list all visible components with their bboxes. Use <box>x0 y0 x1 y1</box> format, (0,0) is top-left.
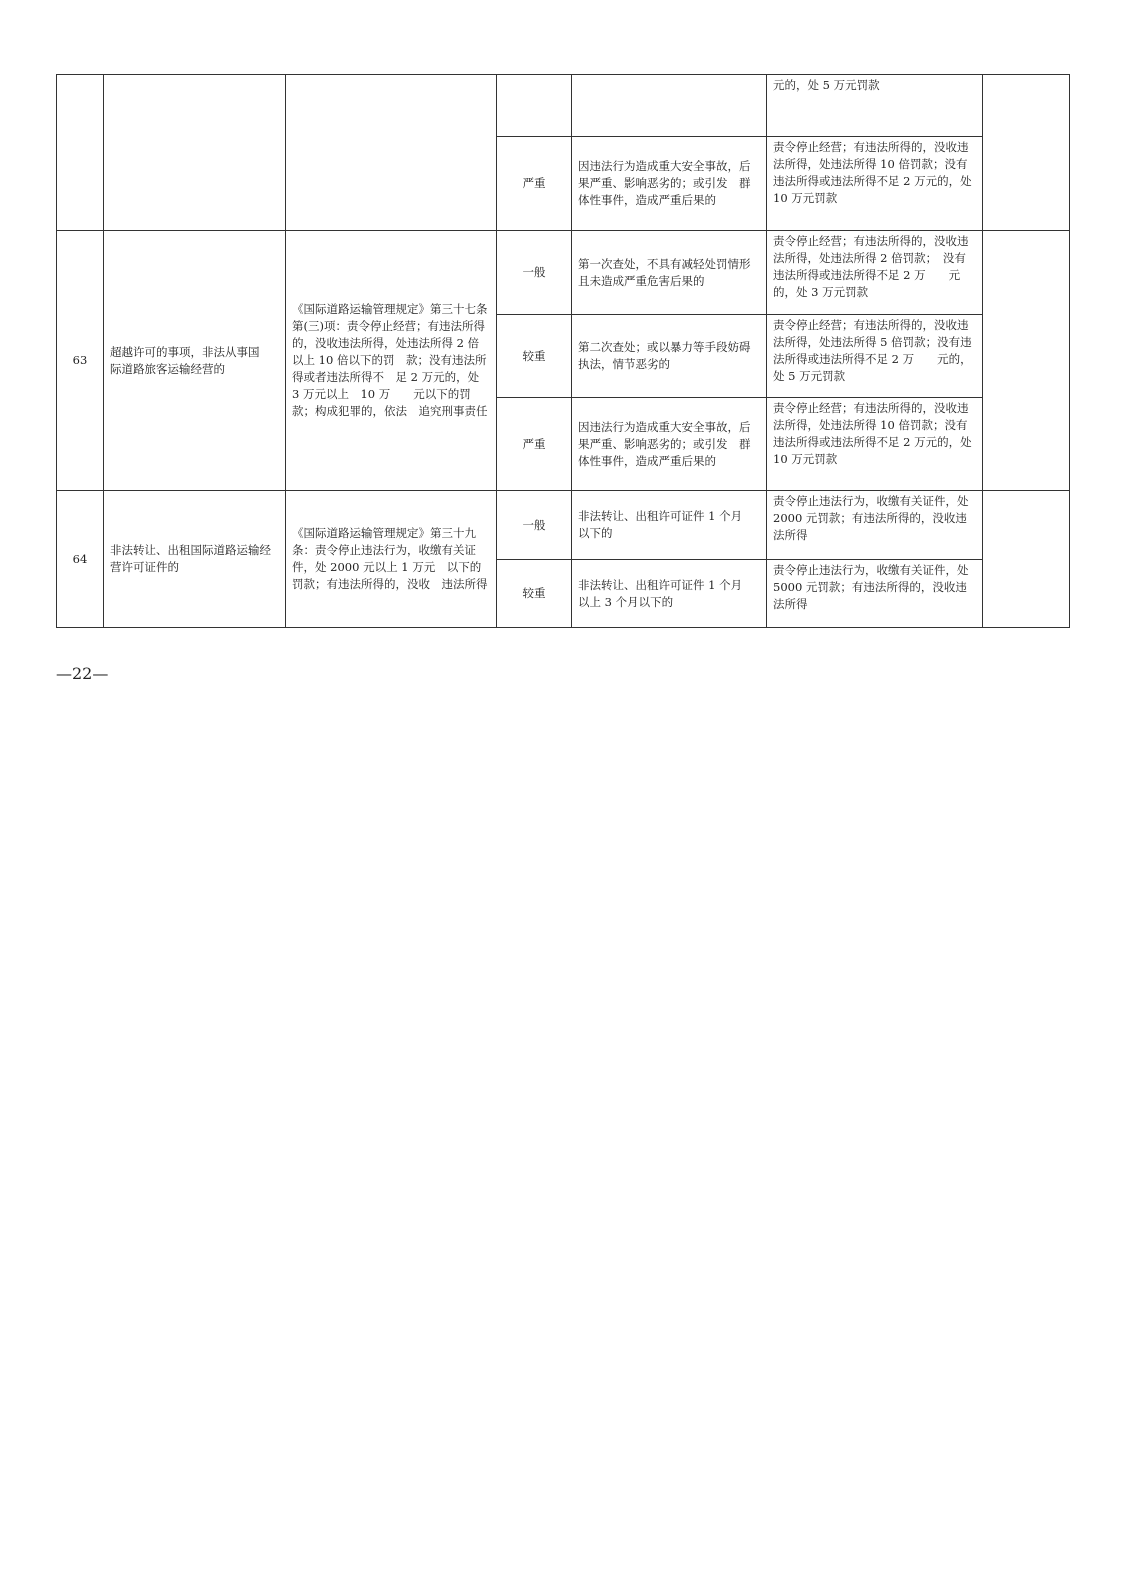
penalty-standard-cell: 责令停止经营；有违法所得的，没收违法所得，处违法所得 10 倍罚款；没有违法所得或违法所得不足 2 万元的，处 10 万元罚款 <box>767 137 983 231</box>
condition-cell: 因违法行为造成重大安全事故，后果严重、影响恶劣的；或引发 群体性事件，造成严重后果的 <box>572 137 767 231</box>
penalty-standards-table <box>56 74 1070 628</box>
penalty-standard-cell: 责令停止经营；有违法所得的，没收违法所得，处违法所得 10 倍罚款；没有违法所得或违法所得不足 2 万元的，处 10 万元罚款 <box>767 398 983 491</box>
remarks-cell <box>983 75 1070 231</box>
remarks-cell <box>983 231 1070 491</box>
number-cell <box>57 75 104 231</box>
violation-cell <box>104 75 286 231</box>
table-row <box>57 491 1070 560</box>
violation-cell: 非法转让、出租国际道路运输经营许可证件的 <box>104 491 286 628</box>
penalty-standard-cell: 责令停止经营；有违法所得的，没收违法所得，处违法所得 5 倍罚款；没有违法所得或违法所得不足 2 万 元的，处 5 万元罚款 <box>767 315 983 398</box>
penalty-standard-cell: 责令停止经营；有违法所得的，没收违法所得，处违法所得 2 倍罚款； 没有违法所得或违法所得不足 2 万 元的，处 3 万元罚款 <box>767 231 983 315</box>
penalty-standard-cell: 责令停止违法行为，收缴有关证件，处 2000 元罚款；有违法所得的，没收违法所得 <box>767 491 983 560</box>
table-row <box>57 231 1070 315</box>
table-row <box>57 75 1070 137</box>
severity-cell: 较重 <box>497 315 572 398</box>
condition-cell: 因违法行为造成重大安全事故，后果严重、影响恶劣的；或引发 群体性事件，造成严重后果的 <box>572 398 767 491</box>
legal-basis-cell: 《国际道路运输管理规定》第三十九条：责令停止违法行为，收缴有关证件，处 2000 元以上 1 万元 以下的罚款；有违法所得的，没收 违法所得 <box>286 491 497 628</box>
number-cell: 63 <box>57 231 104 491</box>
severity-cell: 较重 <box>497 560 572 628</box>
legal-basis-cell <box>286 75 497 231</box>
page-number: —22— <box>56 664 109 683</box>
violation-cell: 超越许可的事项，非法从事国 际道路旅客运输经营的 <box>104 231 286 491</box>
condition-cell <box>572 75 767 137</box>
severity-cell: 严重 <box>497 137 572 231</box>
legal-basis-cell: 《国际道路运输管理规定》第三十七条第(三)项：责令停止经营；有违法所得的，没收违法所得，处违法所得 2 倍以上 10 倍以下的罚 款；没有违法所得或者违法所得不 足 2 万元的，处 3 万元以上 10 万 元以下的罚款；构成犯罪的，依法 追究刑事责任 <box>286 231 497 491</box>
severity-cell: 一般 <box>497 231 572 315</box>
severity-cell: 一般 <box>497 491 572 560</box>
condition-cell: 非法转让、出租许可证件 1 个月 以上 3 个月以下的 <box>572 560 767 628</box>
remarks-cell <box>983 491 1070 628</box>
severity-cell <box>497 75 572 137</box>
condition-cell: 第二次查处；或以暴力等手段妨碍执法，情节恶劣的 <box>572 315 767 398</box>
severity-cell: 严重 <box>497 398 572 491</box>
condition-cell: 第一次查处，不具有减轻处罚情形且未造成严重危害后果的 <box>572 231 767 315</box>
penalty-standard-cell: 元的，处 5 万元罚款 <box>767 75 983 137</box>
penalty-standard-cell: 责令停止违法行为，收缴有关证件，处 5000 元罚款；有违法所得的，没收违法所得 <box>767 560 983 628</box>
condition-cell: 非法转让、出租许可证件 1 个月 以下的 <box>572 491 767 560</box>
number-cell: 64 <box>57 491 104 628</box>
